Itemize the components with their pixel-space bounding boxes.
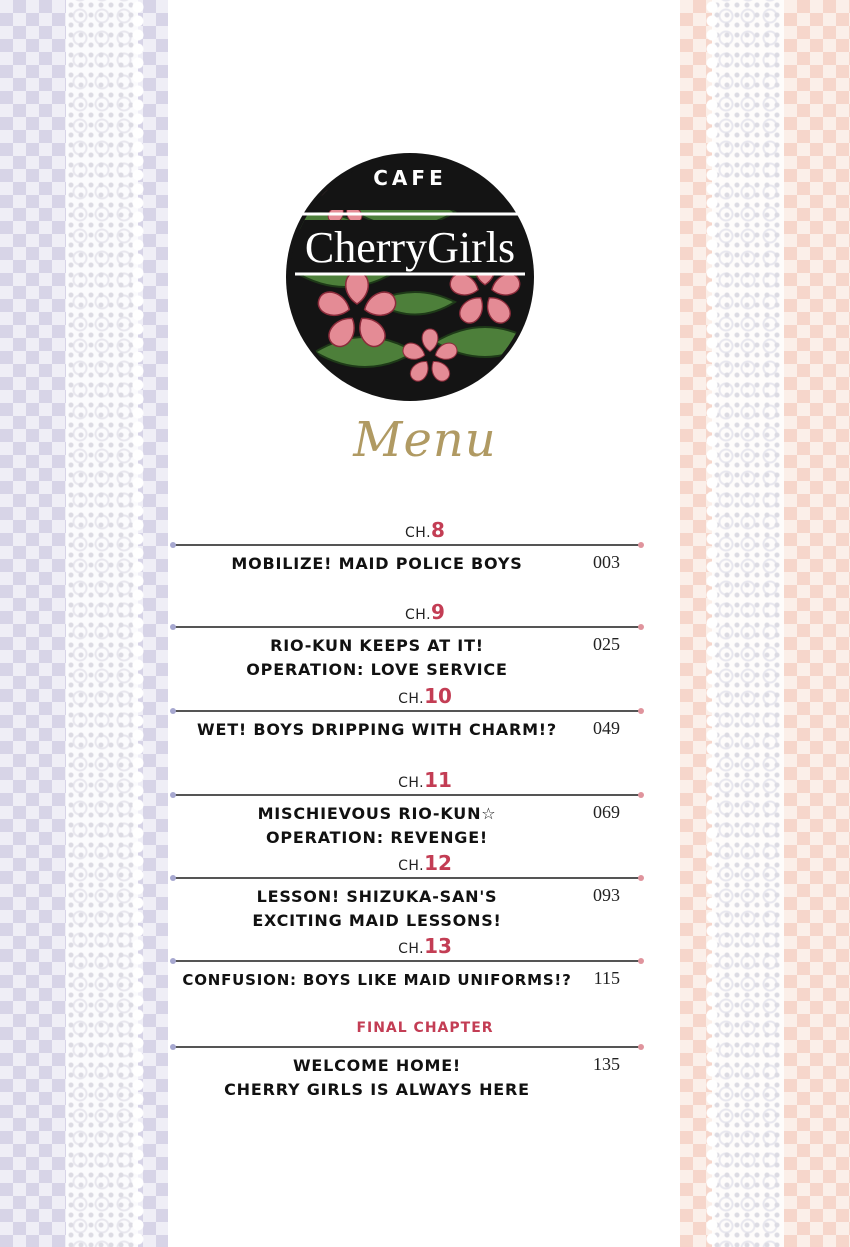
chapter-title xyxy=(164,968,590,992)
chapter-prefix: CH. xyxy=(405,525,432,541)
chapter-prefix: CH. xyxy=(398,941,425,957)
chapter-number: 11 xyxy=(424,768,452,792)
chapter-divider xyxy=(174,626,640,628)
chapter-label xyxy=(0,518,850,542)
chapter-divider xyxy=(174,710,640,712)
chapter-prefix: CH. xyxy=(405,607,432,623)
chapter-title-line: RIO-KUN KEEPS AT IT! xyxy=(270,636,484,655)
chapter-divider xyxy=(174,794,640,796)
chapter-label xyxy=(0,684,850,708)
toc-entry[interactable] xyxy=(174,552,640,604)
logo-cafe-text: CAFE xyxy=(373,166,447,190)
chapter-label xyxy=(0,934,850,958)
chapter-title-line: LESSON! SHIZUKA-SAN'S xyxy=(256,887,498,906)
chapter-title-line: MOBILIZE! MAID POLICE BOYS xyxy=(231,554,523,573)
chapter-prefix: CH. xyxy=(398,691,425,707)
chapter-title-line: EXCITING MAID LESSONS! xyxy=(252,911,502,930)
chapter-label xyxy=(0,851,850,875)
page-number: 025 xyxy=(593,634,620,654)
logo-name-text: CherryGirls xyxy=(304,223,516,272)
toc-entry[interactable] xyxy=(174,968,640,1020)
toc-entry[interactable] xyxy=(174,718,640,770)
chapter-number: 10 xyxy=(424,684,452,708)
toc-entry[interactable] xyxy=(174,1054,640,1106)
chapter-title-line: CHERRY GIRLS IS ALWAYS HERE xyxy=(224,1080,530,1099)
chapter-number: 9 xyxy=(431,600,445,624)
toc-entry[interactable] xyxy=(174,885,640,937)
menu-heading: Menu xyxy=(353,412,497,468)
chapter-title-line: WET! BOYS DRIPPING WITH CHARM!? xyxy=(197,720,557,739)
page-number: 135 xyxy=(593,1054,620,1074)
chapter-divider xyxy=(174,1046,640,1048)
chapter-title xyxy=(174,1054,580,1102)
chapter-title xyxy=(174,802,580,850)
chapter-title-line: OPERATION: LOVE SERVICE xyxy=(246,660,508,679)
chapter-label xyxy=(0,600,850,624)
chapter-title xyxy=(174,552,580,576)
page-number: 093 xyxy=(593,885,620,905)
chapter-title xyxy=(174,885,580,933)
chapter-title-line: WELCOME HOME! xyxy=(292,1056,462,1075)
toc-entry[interactable] xyxy=(174,634,640,686)
chapter-divider xyxy=(174,877,640,879)
chapter-title xyxy=(174,718,580,742)
chapter-divider xyxy=(174,544,640,546)
chapter-title-line: MISCHIEVOUS RIO-KUN☆ xyxy=(257,804,497,823)
chapter-title-line: CONFUSION: BOYS LIKE MAID UNIFORMS!? xyxy=(182,971,572,989)
final-chapter-label: FINAL CHAPTER xyxy=(356,1020,494,1036)
page-number: 115 xyxy=(593,968,620,988)
page-number: 069 xyxy=(593,802,620,822)
page-number: 003 xyxy=(593,552,620,572)
chapter-label xyxy=(0,768,850,792)
chapter-title xyxy=(174,634,580,682)
chapter-number: 12 xyxy=(424,851,452,875)
chapter-prefix: CH. xyxy=(398,858,425,874)
chapter-number: 8 xyxy=(431,518,445,542)
page-number: 049 xyxy=(593,718,620,738)
chapter-title-line: OPERATION: REVENGE! xyxy=(265,828,489,847)
chapter-divider xyxy=(174,960,640,962)
chapter-number: 13 xyxy=(424,934,452,958)
chapter-prefix: CH. xyxy=(398,775,425,791)
toc-entry[interactable] xyxy=(174,802,640,854)
